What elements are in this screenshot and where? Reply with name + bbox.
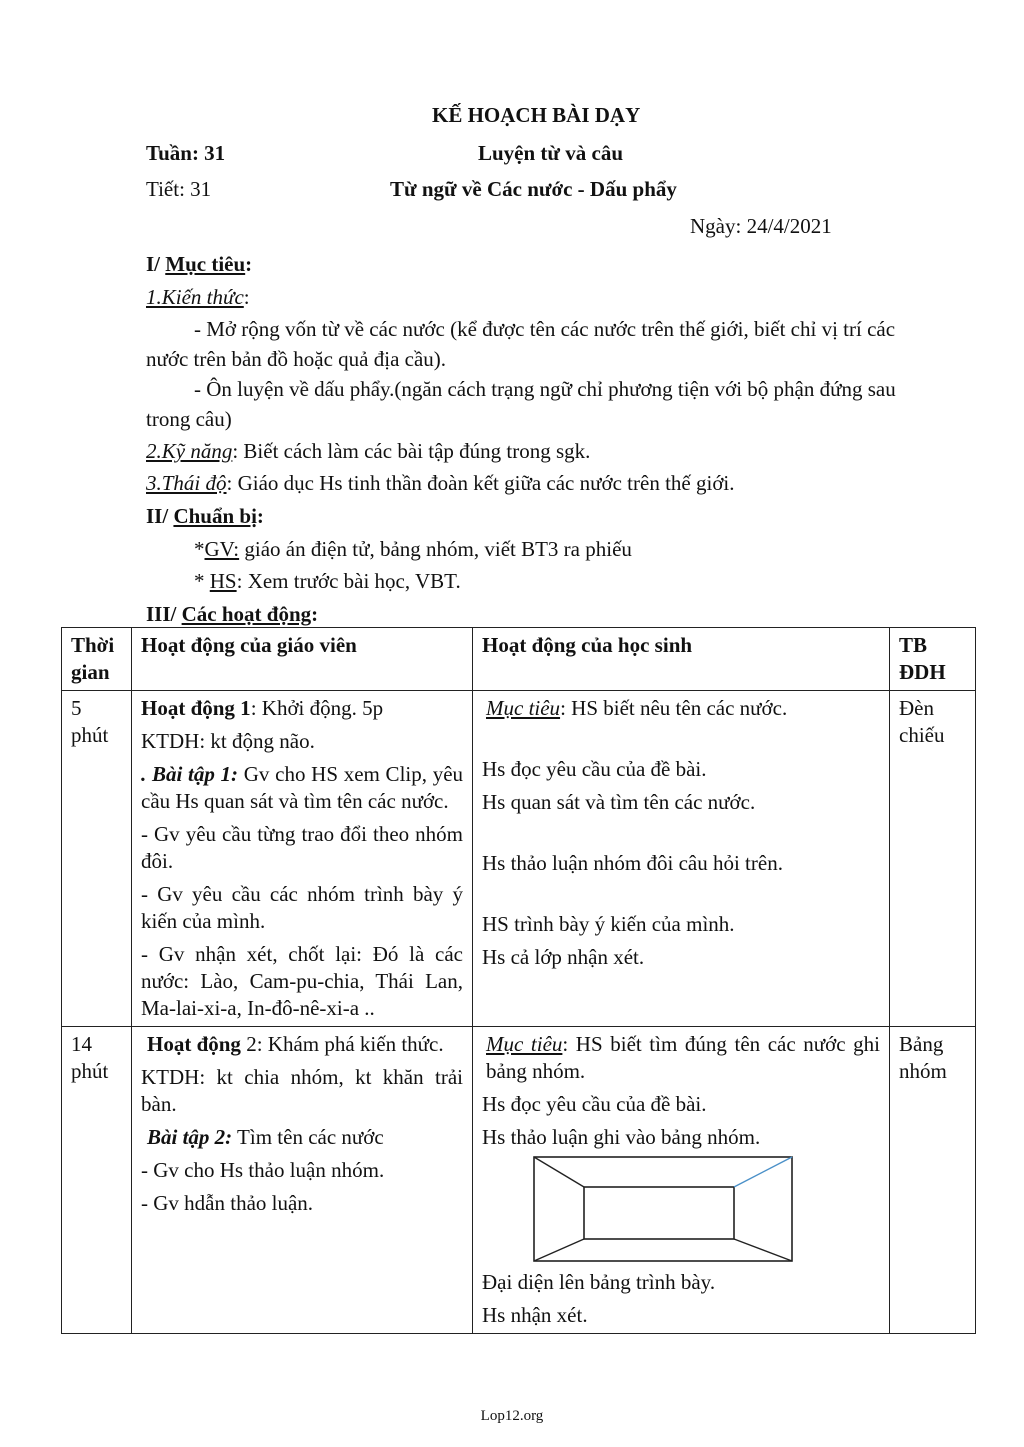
row2-activity-label: Hoạt động (147, 1032, 241, 1056)
row2-activity (141, 1031, 463, 1058)
row1-teacher-cell (132, 691, 473, 1027)
preparation-suffix: : (256, 504, 264, 528)
row2-student-3: Đại diện lên bảng trình bày. (482, 1270, 716, 1294)
row2-student-2: Hs thảo luận ghi vào bảng nhóm. (482, 1125, 761, 1149)
skill-label: 2.Kỹ năng (146, 439, 233, 463)
row1-exercise-text: Gv cho HS xem Clip, yêu cầu Hs quan sát và tìm tên các nước. (141, 762, 464, 813)
activities-suffix: : (311, 602, 319, 626)
row1-method: KTDH: kt động não. (141, 729, 315, 753)
attitude-text: : Giáo dục Hs tinh thần đoàn kết giữa các nước trên thế giới. (226, 471, 735, 495)
row1-step-3: - Gv nhận xét, chốt lại: Đó là các nước: Lào, Cam-pu-chia, Thái Lan, Ma-lai-xi-a, In-đô-nê-xi-a .. (141, 942, 463, 1020)
teacher-prep-line (194, 535, 632, 563)
student-prep-prefix: * (194, 569, 210, 593)
student-prep-text: : Xem trước bài học, VBT. (236, 569, 461, 593)
row2-exercise-label: Bài tập 2: (147, 1125, 233, 1149)
objectives-title: Mục tiêu (165, 252, 246, 276)
row1-step-2: - Gv yêu cầu các nhóm trình bày ý kiến của mình. (141, 882, 463, 933)
table-row (62, 691, 976, 1027)
attitude-label: 3.Thái độ (146, 471, 227, 495)
activities-title: Các hoạt động (181, 602, 312, 626)
row2-goal-label: Mục tiêu (486, 1032, 563, 1056)
row2-time: 14 phút (62, 1027, 132, 1334)
table-header-row (62, 628, 976, 691)
row2-goal-text: : HS biết tìm đúng tên các nước ghi bảng nhóm. (486, 1032, 880, 1083)
knowledge-heading (146, 283, 250, 311)
row1-time: 5 phút (62, 691, 132, 1027)
row1-step-1: - Gv yêu cầu từng trao đổi theo nhóm đôi. (141, 822, 463, 873)
diagram-line-top-right (734, 1157, 792, 1187)
teacher-prep-prefix: * (194, 537, 205, 561)
diagram-line-bottom-right (734, 1239, 792, 1261)
row2-exercise (141, 1124, 463, 1151)
table-row (62, 1027, 976, 1334)
row2-equipment: Bảng nhóm (890, 1027, 976, 1334)
row1-student-2: Hs quan sát và tìm tên các nước. (482, 790, 756, 814)
week-label: Tuần: 31 (146, 141, 226, 165)
subject-label: Luyện từ và câu (478, 141, 624, 165)
row1-student-3: Hs thảo luận nhóm đôi câu hỏi trên. (482, 851, 783, 875)
knowledge-label: 1.Kiến thức (146, 285, 244, 309)
header-student: Hoạt động của học sinh (473, 628, 890, 691)
teacher-prep-label: GV: (204, 537, 240, 561)
lesson-title: Từ ngữ về Các nước - Dấu phẩy (390, 177, 677, 201)
row2-exercise-text: Tìm tên các nước (232, 1125, 384, 1149)
header-time: Thời gian (62, 628, 132, 691)
diagram-line-top-left (534, 1157, 584, 1187)
header-teacher: Hoạt động của giáo viên (132, 628, 473, 691)
row1-student-1: Hs đọc yêu cầu của đề bài. (482, 757, 707, 781)
student-prep-label: HS (209, 569, 237, 593)
diagram-inner-box (584, 1187, 734, 1239)
header-equipment: TB ĐDH (890, 628, 976, 691)
objectives-suffix: : (245, 252, 253, 276)
knowledge-item-1: - Mở rộng vốn từ về các nước (kể được tên các nước trên thế giới, biết chỉ vị trí các nước trên bản đồ hoặc quả địa cầu). (146, 317, 896, 371)
preparation-title: Chuẩn bị (173, 504, 257, 528)
attitude-line (146, 469, 735, 497)
activities-heading (146, 600, 318, 628)
date-label: Ngày: 24/4/2021 (690, 214, 832, 238)
knowledge-suffix: : (243, 285, 250, 309)
footer-source: Lop12.org (480, 1408, 544, 1424)
row2-activity-text: 2: Khám phá kiến thức. (240, 1032, 444, 1056)
preparation-heading (146, 502, 264, 530)
diagram-line-bottom-left (534, 1239, 584, 1261)
row1-goal (482, 695, 880, 722)
row1-activity (141, 695, 463, 722)
period-label: Tiết: 31 (146, 177, 212, 201)
row1-goal-label: Mục tiêu (486, 696, 561, 720)
row1-equipment: Đèn chiếu (890, 691, 976, 1027)
row2-teacher-cell (132, 1027, 473, 1334)
row1-exercise (141, 761, 463, 815)
row2-student-4: Hs nhận xét. (482, 1303, 588, 1327)
student-prep-line (194, 567, 461, 595)
row1-exercise-label: . Bài tập 1: (141, 762, 239, 786)
row2-method: KTDH: kt chia nhóm, kt khăn trải bàn. (141, 1065, 463, 1116)
objectives-prefix: I/ (146, 252, 166, 276)
activities-prefix: III/ (146, 602, 182, 626)
row1-student-4: HS trình bày ý kiến của mình. (482, 912, 735, 936)
objectives-heading (146, 250, 252, 278)
knowledge-item-2: - Ôn luyện về dấu phẩy.(ngăn cách trạng ngữ chỉ phương tiện với bộ phận đứng sau trong câu) (146, 377, 896, 431)
preparation-prefix: II/ (146, 504, 174, 528)
skill-line (146, 437, 590, 465)
diagram-outer-frame (534, 1157, 792, 1261)
row2-student-cell (473, 1027, 890, 1334)
row2-goal (482, 1031, 880, 1085)
row1-goal-text: : HS biết nêu tên các nước. (560, 696, 788, 720)
page-title: KẾ HOẠCH BÀI DẠY (432, 103, 641, 127)
activities-table (61, 627, 976, 1334)
tablecloth-diagram (532, 1155, 796, 1265)
teacher-prep-text: giáo án điện tử, bảng nhóm, viết BT3 ra phiếu (239, 537, 632, 561)
row2-step-1: - Gv cho Hs thảo luận nhóm. (141, 1158, 385, 1182)
row1-activity-label: Hoạt động 1 (141, 696, 251, 720)
row1-student-cell (473, 691, 890, 1027)
row2-step-2: - Gv hdẫn thảo luận. (141, 1191, 314, 1215)
row1-activity-text: : Khởi động. 5p (250, 696, 384, 720)
skill-text: : Biết cách làm các bài tập đúng trong sgk. (232, 439, 591, 463)
row2-student-1: Hs đọc yêu cầu của đề bài. (482, 1092, 707, 1116)
row1-student-5: Hs cả lớp nhận xét. (482, 945, 645, 969)
